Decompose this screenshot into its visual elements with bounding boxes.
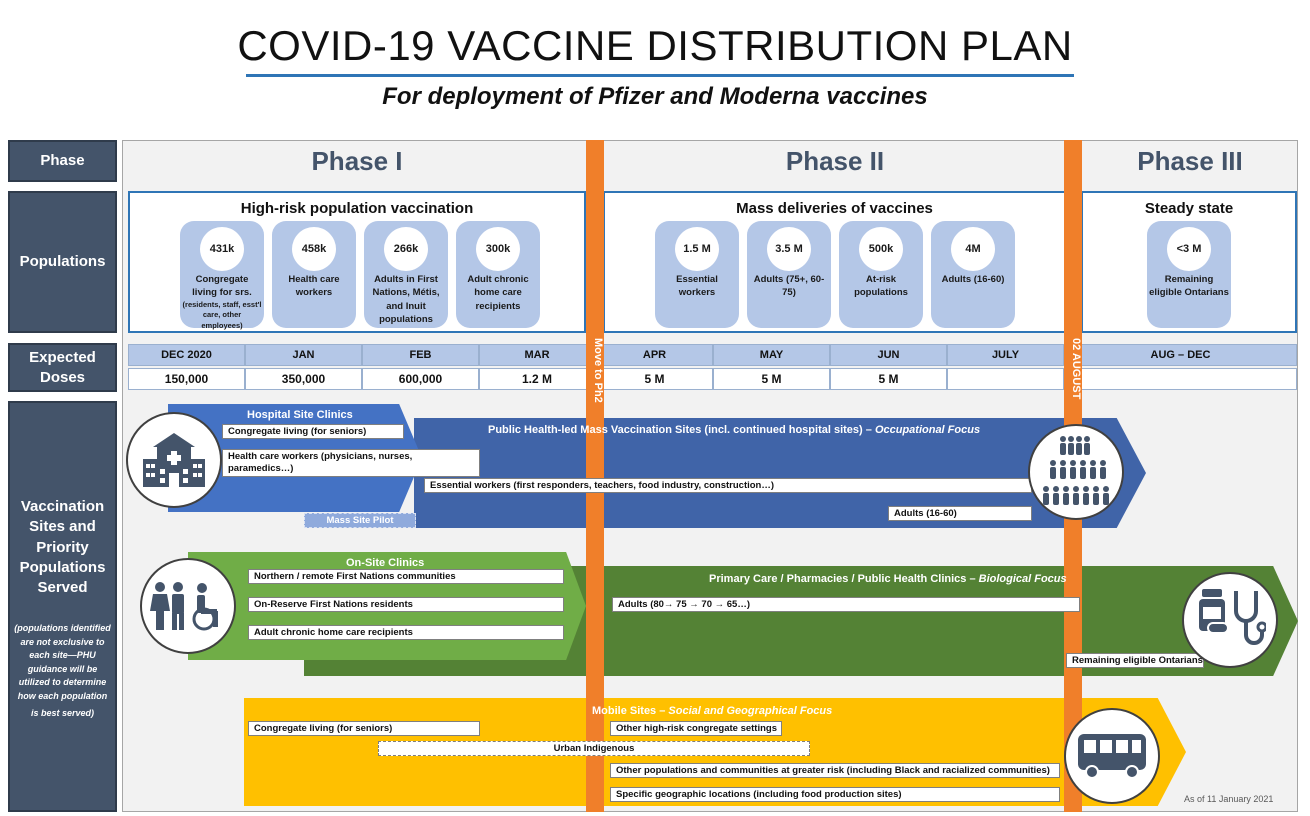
row-label-vaccination-sites bbox=[8, 401, 117, 812]
doses-month: MAY bbox=[713, 344, 830, 366]
tag-home-care-recipients: Adult chronic home care recipients bbox=[248, 625, 564, 640]
population-label bbox=[182, 273, 262, 331]
tag-remaining-ontarians: Remaining eligible Ontarians bbox=[1066, 653, 1204, 668]
page-title: COVID-19 VACCINE DISTRIBUTION PLAN bbox=[237, 22, 1073, 69]
population-card bbox=[931, 221, 1015, 328]
population-label-text: Congregate living for srs. bbox=[192, 274, 252, 299]
doses-value: 5 M bbox=[596, 368, 713, 390]
population-card bbox=[364, 221, 448, 328]
as-of-date: As of 11 January 2021 bbox=[1184, 794, 1274, 804]
population-label: Health care workers bbox=[288, 274, 340, 299]
population-label: Adult chronic home care recipients bbox=[467, 274, 529, 312]
medicine-stethoscope-icon bbox=[1182, 572, 1278, 668]
hospital-icon bbox=[126, 412, 222, 508]
row-label-text: Priority bbox=[36, 538, 89, 556]
doses-month: APR bbox=[596, 344, 713, 366]
tag-other-congregate: Other high-risk congregate settings bbox=[610, 721, 782, 736]
crowd-icon bbox=[1028, 424, 1124, 520]
population-label: Adults (16-60) bbox=[941, 274, 1005, 285]
flow-title-main: Public Health-led Mass Vaccination Sites (incl. continued hospital sites) – bbox=[488, 424, 875, 436]
population-count: 300k bbox=[476, 227, 520, 271]
row-label-text: Expected bbox=[29, 349, 96, 366]
doses-value: 5 M bbox=[713, 368, 830, 390]
tag-health-care-workers: Health care workers (physicians, nurses, paramedics…) bbox=[222, 449, 480, 477]
population-card bbox=[180, 221, 264, 328]
people-wheelchair-icon bbox=[140, 558, 236, 654]
population-count: 500k bbox=[859, 227, 903, 271]
doses-month: JULY bbox=[947, 344, 1064, 366]
populations-title: High-risk population vaccination bbox=[240, 200, 474, 217]
row-label-text: Served bbox=[37, 579, 88, 596]
doses-value: 350,000 bbox=[245, 368, 362, 390]
mobile-sites-title bbox=[592, 705, 832, 717]
tag-congregate-living-mobile: Congregate living (for seniors) bbox=[248, 721, 480, 736]
note-line: (populations identified bbox=[14, 623, 111, 634]
row-label-populations bbox=[8, 191, 117, 333]
doses-value bbox=[1064, 368, 1297, 390]
doses-month: JAN bbox=[245, 344, 362, 366]
row-label-phase bbox=[8, 140, 117, 182]
population-count: 4M bbox=[951, 227, 995, 271]
doses-value: 150,000 bbox=[128, 368, 245, 390]
hospital-clinics-title: Hospital Site Clinics bbox=[247, 409, 353, 421]
population-count: 1.5 M bbox=[675, 227, 719, 271]
note-line: each site—PHU bbox=[29, 650, 96, 661]
row-label-text: Doses bbox=[39, 368, 86, 386]
doses-value: 600,000 bbox=[362, 368, 479, 390]
population-card bbox=[747, 221, 831, 328]
tag-congregate-living: Congregate living (for seniors) bbox=[222, 424, 404, 439]
people-wheelchair-icon-glyph bbox=[150, 581, 226, 631]
row-label-note bbox=[13, 622, 112, 721]
populations-phase-1 bbox=[128, 191, 586, 333]
population-label: Essential workers bbox=[676, 274, 718, 299]
tag-on-reserve-first-nations: On-Reserve First Nations residents bbox=[248, 597, 564, 612]
population-label: At-risk populations bbox=[854, 274, 908, 299]
phase-2-header: Phase II bbox=[785, 146, 885, 176]
flow-title-main: Primary Care / Pharmacies / Public Health Clinics – bbox=[709, 573, 979, 585]
doses-month: FEB bbox=[362, 344, 479, 366]
populations-title: Mass deliveries of vaccines bbox=[736, 200, 933, 217]
note-line: guidance will be bbox=[27, 663, 98, 674]
tag-geographic-locations: Specific geographic locations (including food production sites) bbox=[610, 787, 1060, 802]
note-line: is best served) bbox=[30, 708, 95, 719]
flow-title-main: Mobile Sites – bbox=[592, 705, 669, 717]
doses-month: AUG – DEC bbox=[1064, 344, 1297, 366]
population-count: 266k bbox=[384, 227, 428, 271]
population-card bbox=[1147, 221, 1231, 328]
primary-care-title bbox=[709, 573, 1067, 585]
phase-1-header: Phase I bbox=[311, 146, 403, 176]
divider-label: 02 AUGUST bbox=[1070, 338, 1082, 400]
population-card bbox=[655, 221, 739, 328]
population-count: 431k bbox=[200, 227, 244, 271]
title-underline bbox=[246, 74, 1074, 77]
flow-title-focus: Occupational Focus bbox=[874, 424, 981, 436]
flow-title-focus: Social and Geographical Focus bbox=[668, 705, 833, 717]
mass-vaccination-title bbox=[488, 424, 980, 436]
medicine-stethoscope-icon-glyph bbox=[1194, 587, 1266, 653]
tag-northern-first-nations: Northern / remote First Nations communities bbox=[248, 569, 564, 584]
onsite-clinics-title: On-Site Clinics bbox=[346, 557, 425, 569]
page-subtitle: For deployment of Pfizer and Moderna vaccines bbox=[382, 83, 928, 110]
population-label: Adults (75+, 60-75) bbox=[753, 274, 825, 299]
bus-icon bbox=[1064, 708, 1160, 804]
note-line: how each population bbox=[17, 690, 108, 701]
tag-adults-by-age: Adults (80→ 75 → 70 → 65…) bbox=[612, 597, 1080, 612]
row-label-expected-doses bbox=[8, 343, 117, 392]
tag-greater-risk-communities: Other populations and communities at greater risk (including Black and racialized communities) bbox=[610, 763, 1060, 778]
population-card bbox=[272, 221, 356, 328]
phase-3-header: Phase III bbox=[1137, 146, 1243, 176]
row-label-text: Phase bbox=[40, 151, 85, 169]
doses-value bbox=[947, 368, 1064, 390]
flow-title-focus: Biological Focus bbox=[978, 573, 1067, 585]
tag-urban-indigenous: Urban Indigenous bbox=[378, 741, 810, 756]
doses-value: 5 M bbox=[830, 368, 947, 390]
note-line: are not exclusive to bbox=[20, 636, 105, 647]
doses-month: MAR bbox=[479, 344, 595, 366]
crowd-icon-glyph bbox=[1040, 434, 1112, 510]
population-count: <3 M bbox=[1167, 227, 1211, 271]
row-label-text: Populations bbox=[19, 252, 106, 270]
population-label-sub: (residents, staff, esst'l care, other employees) bbox=[182, 299, 262, 330]
tag-essential-workers: Essential workers (first responders, teachers, food industry, construction…) bbox=[424, 478, 1032, 493]
population-card bbox=[456, 221, 540, 328]
hospital-icon-glyph bbox=[141, 431, 207, 489]
population-label: Remaining eligible Ontarians bbox=[1149, 274, 1229, 299]
population-count: 3.5 M bbox=[767, 227, 811, 271]
populations-phase-3 bbox=[1081, 191, 1297, 333]
doses-value: 1.2 M bbox=[479, 368, 595, 390]
tag-mass-site-pilot: Mass Site Pilot bbox=[304, 513, 416, 528]
row-label-text: Vaccination bbox=[20, 498, 105, 515]
note-line: utilized to determine bbox=[18, 677, 107, 688]
populations-title: Steady state bbox=[1144, 200, 1234, 217]
population-count: 458k bbox=[292, 227, 336, 271]
population-card bbox=[839, 221, 923, 328]
divider-label: Move to Ph2 bbox=[592, 338, 604, 403]
doses-month: DEC 2020 bbox=[128, 344, 245, 366]
row-label-text: Populations bbox=[19, 558, 106, 576]
bus-icon-glyph bbox=[1074, 732, 1150, 780]
populations-phase-2 bbox=[603, 191, 1066, 333]
row-label-text: Sites and bbox=[29, 518, 96, 536]
doses-month: JUN bbox=[830, 344, 947, 366]
tag-adults-16-60: Adults (16-60) bbox=[888, 506, 1032, 521]
population-label: Adults in First Nations, Métis, and Inuit populations bbox=[372, 274, 440, 325]
